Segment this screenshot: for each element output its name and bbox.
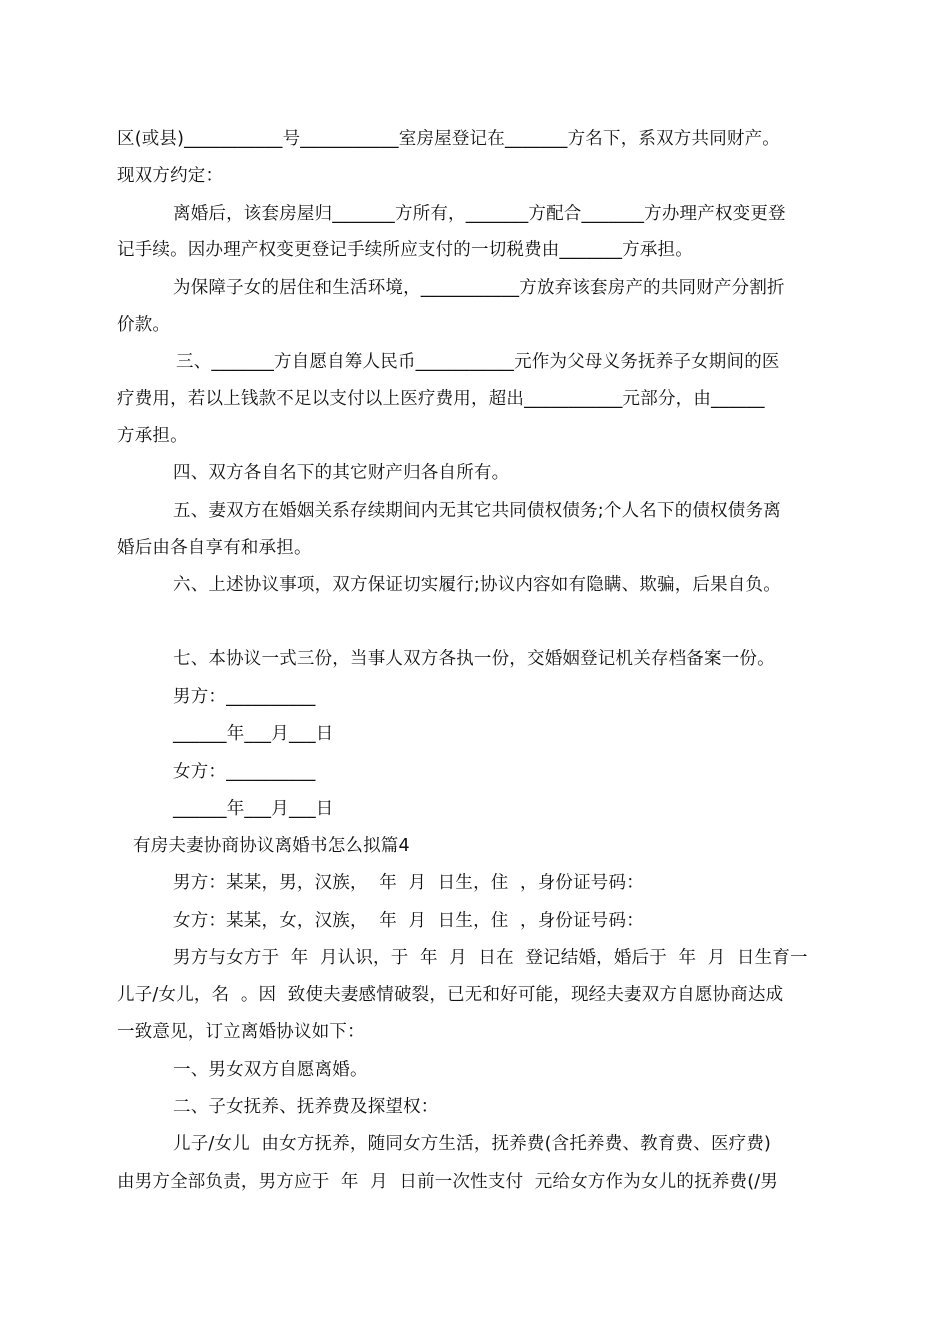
- signature-line-male: 男方：__________: [173, 687, 316, 707]
- text-line: 疗费用，若以上钱款不足以支付以上医疗费用，超出___________元部分，由______: [117, 389, 765, 409]
- text-line: 儿子/女儿，名 。因 致使夫妻感情破裂，已无和好可能，现经夫妻双方自愿协商达成: [117, 985, 784, 1005]
- date-line: ______年___月___日: [173, 724, 334, 744]
- text-line: 女方：某某，女，汉族， 年 月 日生，住 ，身份证号码：: [173, 911, 644, 931]
- text-line: 三、_______方自愿自筹人民币___________元作为父母义务抚养子女期间的医: [176, 352, 780, 372]
- text-line: 婚后由各自享有和承担。: [117, 538, 312, 558]
- text-line: 四、双方各自名下的其它财产归各自所有。: [173, 463, 510, 483]
- section-heading: 有房夫妻协商协议离婚书怎么拟篇4: [133, 836, 410, 856]
- text-line: 六、上述协议事项，双方保证切实履行;协议内容如有隐瞒、欺骗，后果自负。: [173, 575, 781, 595]
- text-line: 现双方约定：: [117, 166, 224, 186]
- date-line: ______年___月___日: [173, 799, 334, 819]
- text-line: 一、男女双方自愿离婚。: [173, 1060, 368, 1080]
- text-line: 二、子女抚养、抚养费及探望权：: [173, 1097, 439, 1117]
- text-line: 区(或县)___________号___________室房屋登记在_______方名下，系双方共同财产。: [117, 129, 781, 149]
- text-line: 记手续。因办理产权变更登记手续所应支付的一切税费由_______方承担。: [117, 240, 693, 260]
- text-line: 价款。: [117, 315, 171, 335]
- text-line: 为保障子女的居住和生活环境，___________方放弃该套房产的共同财产分割折: [173, 278, 785, 298]
- text-line: 男方：某某，男，汉族， 年 月 日生，住 ，身份证号码：: [173, 873, 644, 893]
- text-line: 由男方全部负责，男方应于 年 月 日前一次性支付 元给女方作为女儿的抚养费(/男: [117, 1172, 779, 1192]
- text-line: 离婚后，该套房屋归_______方所有，_______方配合_______方办理产权变更登: [173, 204, 786, 224]
- text-line: 一致意见，订立离婚协议如下：: [117, 1022, 365, 1042]
- signature-line-female: 女方：__________: [173, 762, 316, 782]
- text-line: 方承担。: [117, 426, 188, 446]
- text-line: 七、本协议一式三份，当事人双方各执一份，交婚姻登记机关存档备案一份。: [173, 649, 775, 669]
- text-line: 五、妻双方在婚姻关系存续期间内无其它共同债权债务;个人名下的债权债务离: [173, 501, 781, 521]
- text-line: 儿子/女儿 由女方抚养，随同女方生活，抚养费(含托养费、教育费、医疗费): [173, 1134, 772, 1154]
- text-line: 男方与女方于 年 月认识，于 年 月 日在 登记结婚，婚后于 年 月 日生育一: [173, 948, 808, 968]
